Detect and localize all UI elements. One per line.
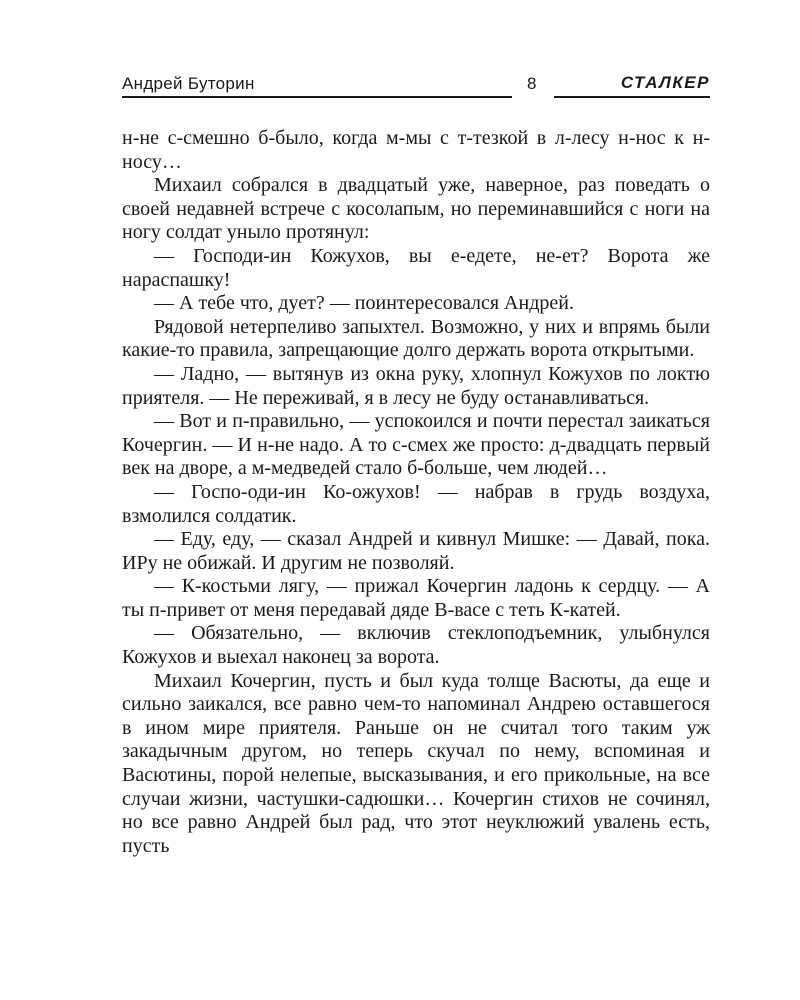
header-author: Андрей Буторин — [122, 74, 255, 93]
header-rule-right — [554, 96, 710, 98]
paragraph: — Вот и п-правильно, — успокоился и почти перестал заикаться Кочергин. — И н-не надо. А то с-смех же просто: д-двадцать первый век на дворе, а м-медведей стало б-больше, чем людей… — [122, 410, 710, 480]
paragraph: — Обязательно, — включив стеклоподъемник, улыбнулся Кожухов и выехал наконец за ворота. — [122, 622, 710, 669]
page-number: 8 — [527, 74, 537, 93]
header-rule-left — [122, 96, 512, 98]
paragraph: — Ладно, — вытянув из окна руку, хлопнул Кожухов по локтю приятеля. — Не переживай, я в лесу не буду останавливаться. — [122, 362, 710, 409]
paragraph: Рядовой нетерпеливо запыхтел. Возможно, у них и впрямь были какие-то правила, запрещающие долго держать ворота открытыми. — [122, 315, 710, 362]
paragraph: н-не с-смешно б-было, когда м-мы с т-тезкой в л-лесу н-нос к н-носу… — [122, 127, 710, 173]
body-text — [122, 127, 710, 858]
paragraph: — Еду, еду, — сказал Андрей и кивнул Мишке: — Давай, пока. ИРу не обижай. И другим не позволяй. — [122, 528, 710, 574]
paragraph: — К-костьми лягу, — прижал Кочергин ладонь к сердцу. — А ты п-привет от меня передавай дяде В-васе с теть К-катей. — [122, 575, 710, 621]
paragraph: — А тебе что, дует? — поинтересовался Андрей. — [154, 292, 574, 315]
paragraph: Михаил Кочергин, пусть и был куда толще Васюты, да еще и сильно заикался, все равно чем-то напоминал Андрею оставшегося в ином мире приятеля. Раньше он не считал того таким уж закадычным другом, но теперь скучал по нему, вспоминая и Васютины, порой нелепые, высказывания, и его прикольные, на все случаи жизни, частушки-садюшки… Кочергин стихов не сочинял, но все равно Андрей был рад, что этот неуклюжий увалень есть, пусть — [122, 669, 710, 857]
paragraph: — Госпо-оди-ин Ко-ожухов! — набрав в грудь воздуха, взмолился солдатик. — [122, 480, 710, 527]
paragraph: Михаил собрался в двадцатый уже, наверное, раз поведать о своей недавней встрече с косолапым, но переминавшийся с ноги на ногу солдат уныло протянул: — [122, 174, 710, 244]
header-series-title: СТАЛКЕР — [620, 73, 710, 92]
running-header — [122, 70, 710, 100]
paragraph: — Господи-ин Кожухов, вы е-едете, не-ет? Ворота же нараспашку! — [122, 244, 710, 291]
